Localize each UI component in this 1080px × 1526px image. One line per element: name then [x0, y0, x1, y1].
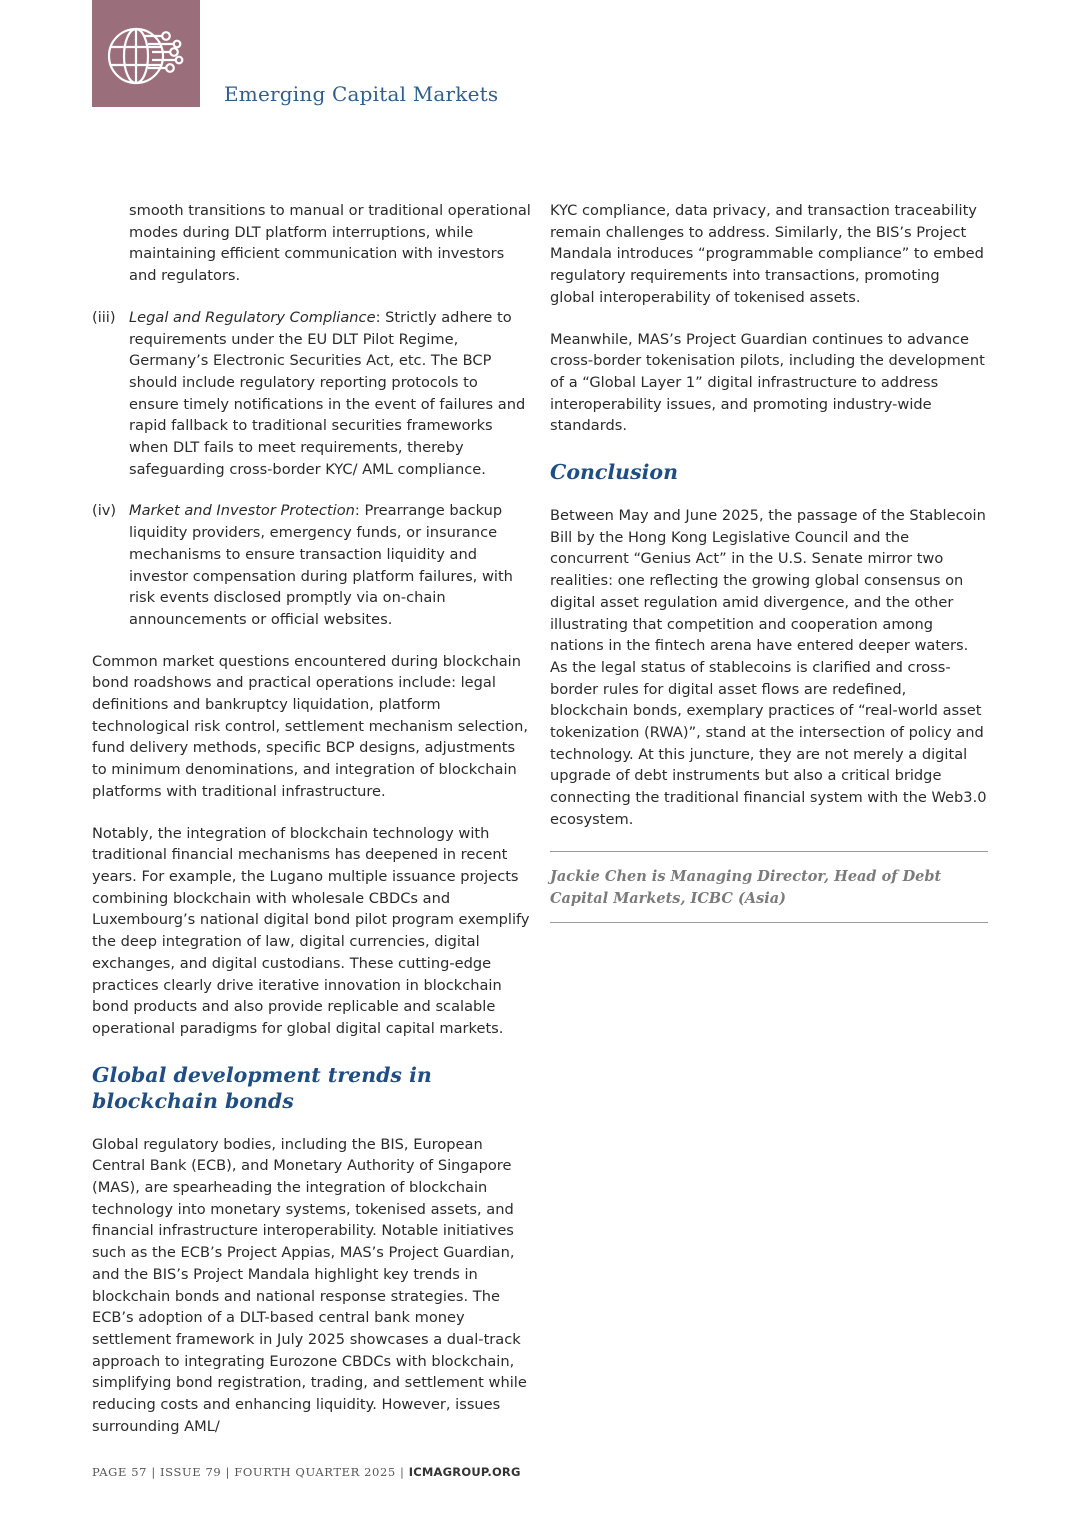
right-column	[550, 200, 988, 923]
list-item-text: : Prearrange backup liquidity providers, emergency funds, or insurance mechanisms to ensure transaction liquidity and investor compensation during platform failures, with risk events disclosed promptly via on-chain announcements or official websites.	[129, 502, 513, 628]
list-item-title: Market and Investor Protection	[129, 502, 355, 520]
paragraph: Global regulatory bodies, including the BIS, European Central Bank (ECB), and Monetary Authority of Singapore (MAS), are spearheading the integration of blockchain technology into monetary systems, tokenised assets, and financial infrastructure interoperability. Notable initiatives such as the ECB’s Project Appias, MAS’s Project Guardian, and the BIS’s Project Mandala highlight key trends in blockchain bonds and national response strategies. The ECB’s adoption of a DLT-based central bank money settlement framework in July 2025 showcases a dual-track approach to integrating Eurozone CBDCs with blockchain, simplifying bond registration, trading, and settlement while reducing costs and enhancing liquidity. However, issues surrounding AML/	[92, 1135, 527, 1435]
list-item-continuation	[92, 200, 532, 287]
paragraph: Notably, the integration of blockchain technology with traditional financial mechanisms has deepened in recent years. For example, the Lugano multiple issuance projects combining blockchain with wholesale CBDCs and Luxembourg’s national digital bond pilot program exemplify the deep integration of law, digital currencies, digital exchanges, and digital custodians. These cutting-edge practices clearly drive iterative innovation in blockchain bond products and also provide replicable and scalable operational paradigms for global digital capital markets.	[92, 824, 530, 1037]
section-heading: Global development trends in blockchain bonds	[92, 1062, 432, 1113]
divider	[550, 851, 988, 852]
list-item-iii	[92, 307, 532, 481]
footer-text: PAGE 57 | ISSUE 79 | FOURTH QUARTER 2025 |	[92, 1465, 409, 1479]
conclusion-heading: Conclusion	[550, 460, 678, 485]
footer-site-link[interactable]: ICMAGROUP.ORG	[408, 1465, 521, 1479]
list-item-text: smooth transitions to manual or traditional operational modes during DLT platform interruptions, while maintaining efficient communication with investors and regulators.	[129, 202, 531, 285]
paragraph: Meanwhile, MAS’s Project Guardian continues to advance cross-border tokenisation pilots, including the development of a “Global Layer 1” digital infrastructure to address interoperability issues, and promoting industry-wide standards.	[550, 330, 985, 435]
divider	[550, 922, 988, 923]
list-item-text: : Strictly adhere to requirements under the EU DLT Pilot Regime, Germany’s Electronic Securities Act, etc. The BCP should include regulatory reporting protocols to ensure timely notifications in the event of failures and rapid fallback to traditional securities frameworks when DLT fails to meet requirements, thereby safeguarding cross-border KYC/ AML compliance.	[129, 308, 526, 478]
section-title: Emerging Capital Markets	[224, 82, 499, 106]
paragraph: Between May and June 2025, the passage of the Stablecoin Bill by the Hong Kong Legislative Council and the concurrent “Genius Act” in the U.S. Senate mirror two realities: one reflecting the growing global consensus on digital asset regulation amid divergence, and the other illustrating that competition and cooperation among nations in the fintech arena have entered deeper waters. As the legal status of stablecoins is clarified and cross- border rules for digital asset flows are redefined, blockchain bonds, exemplary practices of “real-world asset tokenization (RWA)”, stand at the intersection of policy and technology. At this juncture, they are not merely a digital upgrade of debt instruments but also a critical bridge connecting the traditional financial system with the Web3.0 ecosystem.	[550, 507, 987, 828]
list-item-number: (iii)	[92, 308, 116, 326]
paragraph: KYC compliance, data privacy, and transaction traceability remain challenges to address. Similarly, the BIS’s Project Mandala introduces “programmable compliance” to embed regulatory requirements into transactions, promoting global interoperability of tokenised assets.	[550, 202, 984, 306]
list-item-number: (iv)	[92, 502, 117, 520]
left-column	[92, 200, 532, 1457]
author-byline: Jackie Chen is Managing Director, Head of Debt Capital Markets, ICBC (Asia)	[550, 867, 942, 907]
logo-box	[92, 0, 200, 107]
page-footer	[92, 1465, 521, 1479]
list-item-iv	[92, 500, 532, 630]
paragraph: Common market questions encountered during blockchain bond roadshows and practical operations include: legal definitions and bankruptcy liquidation, platform technological risk control, settlement mechanism selection, fund delivery methods, specific BCP designs, adjustments to minimum denominations, and integration of blockchain platforms with traditional infrastructure.	[92, 652, 528, 800]
globe-circuit-icon	[104, 14, 188, 94]
list-item-title: Legal and Regulatory Compliance	[129, 308, 376, 326]
